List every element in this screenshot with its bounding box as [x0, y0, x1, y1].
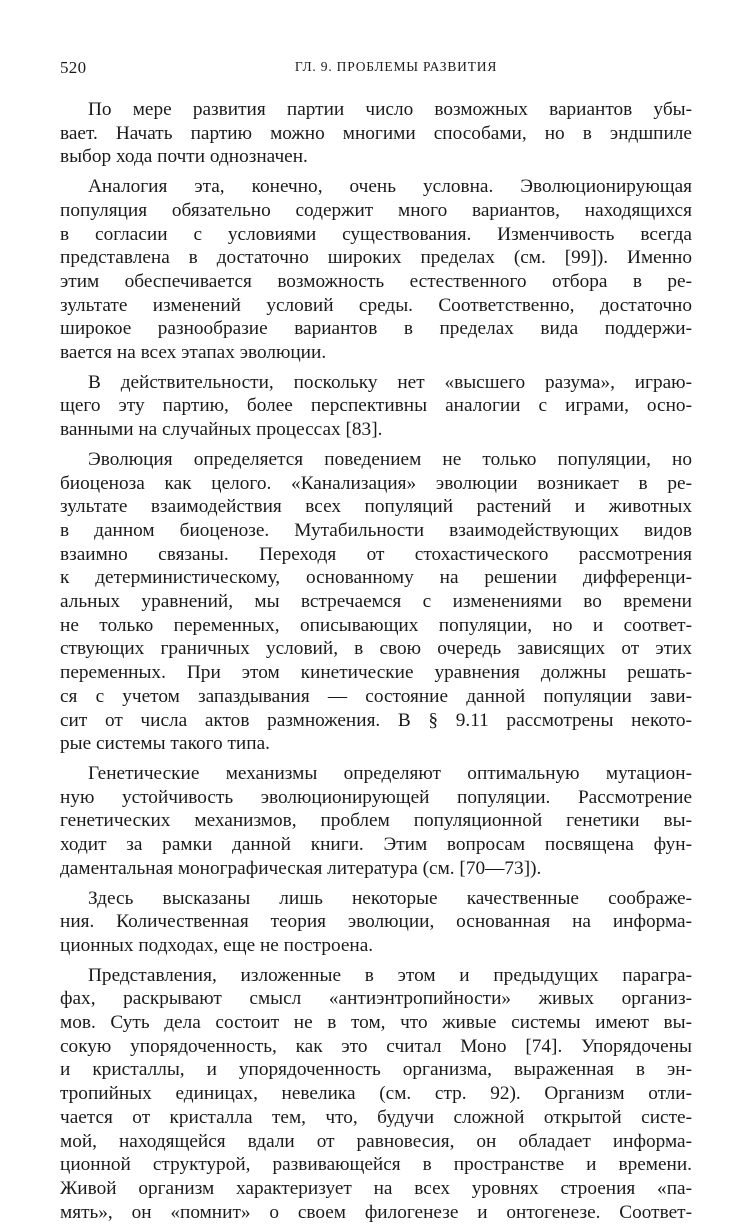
- text-line: зультате взаимодействия всех популяций растений и животных: [60, 496, 692, 518]
- text-line: Аналогия эта, конечно, очень условна. Эволюционирующая: [88, 176, 692, 198]
- text-line: мять», он «помнит» о своем филогенезе и онтогенезе. Соответ-: [60, 1201, 692, 1223]
- paragraph: [60, 964, 692, 1225]
- text-line: взаимно связаны. Переходя от стохастического рассмотрения: [60, 543, 692, 565]
- text-line: генетических механизмов, проблем популяционной генетики вы-: [60, 810, 692, 832]
- text-line: ния. Количественная теория эволюции, основанная на информа-: [60, 911, 692, 933]
- paragraph: [60, 371, 692, 442]
- text-line: даментальная монографическая литература (см. [70—73]).: [60, 857, 542, 879]
- paragraph: [60, 448, 692, 756]
- text-line: чается от кристалла тем, что, будучи сложной открытой систе-: [60, 1106, 692, 1128]
- text-line: мов. Суть дела состоит не в том, что живые системы имеют вы-: [60, 1012, 692, 1034]
- paragraph: [60, 887, 692, 958]
- text-line: представлена в достаточно широких пределах (см. [99]). Именно: [60, 247, 692, 269]
- text-line: выбор хода почти однозначен.: [60, 146, 308, 168]
- text-line: сит от числа актов размножения. В § 9.11 рассмотрены некото-: [60, 709, 692, 731]
- text-line: в данном биоценозе. Мутабильности взаимодействующих видов: [60, 519, 692, 541]
- text-line: зультате изменений условий среды. Соответственно, достаточно: [60, 294, 692, 316]
- page-number: 520: [60, 58, 87, 77]
- text-line: Генетические механизмы определяют оптимальную мутацион-: [88, 762, 692, 784]
- text-line: не только переменных, описывающих популяции, но и соответ-: [60, 614, 692, 636]
- text-line: ционных подходах, еще не построена.: [60, 934, 374, 956]
- text-line: популяция обязательно содержит много вариантов, находящихся: [60, 199, 692, 221]
- paragraph: [60, 175, 692, 365]
- text-line: рые системы такого типа.: [60, 733, 270, 755]
- text-line: ную устойчивость эволюционирующей популяции. Рассмотрение: [60, 786, 692, 808]
- text-line: сокую упорядоченность, как это считал Моно [74]. Упорядочены: [60, 1035, 692, 1057]
- text-line: этим обеспечивается возможность естественного отбора в ре-: [60, 270, 692, 292]
- body-text: [60, 98, 692, 1230]
- text-line: и кристаллы, и упорядоченность организма, выраженная в эн-: [60, 1059, 692, 1081]
- text-line: щего эту партию, более перспективны аналогии с играми, осно-: [60, 395, 692, 417]
- text-line: По мере развития партии число возможных вариантов убы-: [88, 99, 692, 120]
- text-line: ствующих граничных условий, в свою очередь зависящих от этих: [60, 638, 692, 660]
- text-line: ся с учетом запаздывания — состояние данной популяции зави-: [60, 685, 692, 707]
- text-line: мой, находящейся вдали от равновесия, он обладает информа-: [60, 1130, 692, 1152]
- text-line: переменных. При этом кинетические уравнения должны решать-: [60, 662, 692, 684]
- text-line: к детерминистическому, основанному на решении дифференци-: [60, 567, 692, 589]
- text-line: Живой организм характеризует на всех уровнях строения «па-: [60, 1177, 692, 1199]
- text-line: В действительности, поскольку нет «высшего разума», играю-: [88, 371, 692, 393]
- running-head: [60, 58, 692, 80]
- text-line: альных уравнений, мы встречаемся с изменениями во времени: [60, 591, 692, 613]
- paragraph: [60, 762, 692, 881]
- text-line: биоценоза как целого. «Канализация» эволюции возникает в ре-: [60, 472, 692, 494]
- text-line: тропийных единицах, невелика (см. стр. 92). Организм отли-: [60, 1083, 692, 1105]
- text-line: широкое разнообразие вариантов в пределах вида поддержи-: [60, 318, 692, 340]
- text-line: Здесь высказаны лишь некоторые качественные соображе-: [88, 887, 692, 909]
- chapter-title: ГЛ. 9. ПРОБЛЕМЫ РАЗВИТИЯ: [294, 59, 498, 74]
- text-line: в согласии с условиями существования. Изменчивость всегда: [60, 223, 692, 245]
- text-line: вает. Начать партию можно многими способами, но в эндшпиле: [60, 122, 692, 144]
- paragraph: [60, 98, 692, 169]
- text-line: ванными на случайных процессах [83].: [60, 419, 383, 441]
- text-line: вается на всех этапах эволюции.: [60, 342, 327, 364]
- text-line: фах, раскрывают смысл «антиэнтропийности» живых организ-: [60, 988, 692, 1010]
- text-line: ционной структурой, развивающейся в пространстве и времени.: [60, 1154, 692, 1176]
- text-line: Эволюция определяется поведением не только популяции, но: [88, 448, 692, 470]
- text-line: ходит за рамки данной книги. Этим вопросам посвящена фун-: [60, 834, 692, 856]
- text-line: Представления, изложенные в этом и предыдущих парагра-: [88, 964, 692, 986]
